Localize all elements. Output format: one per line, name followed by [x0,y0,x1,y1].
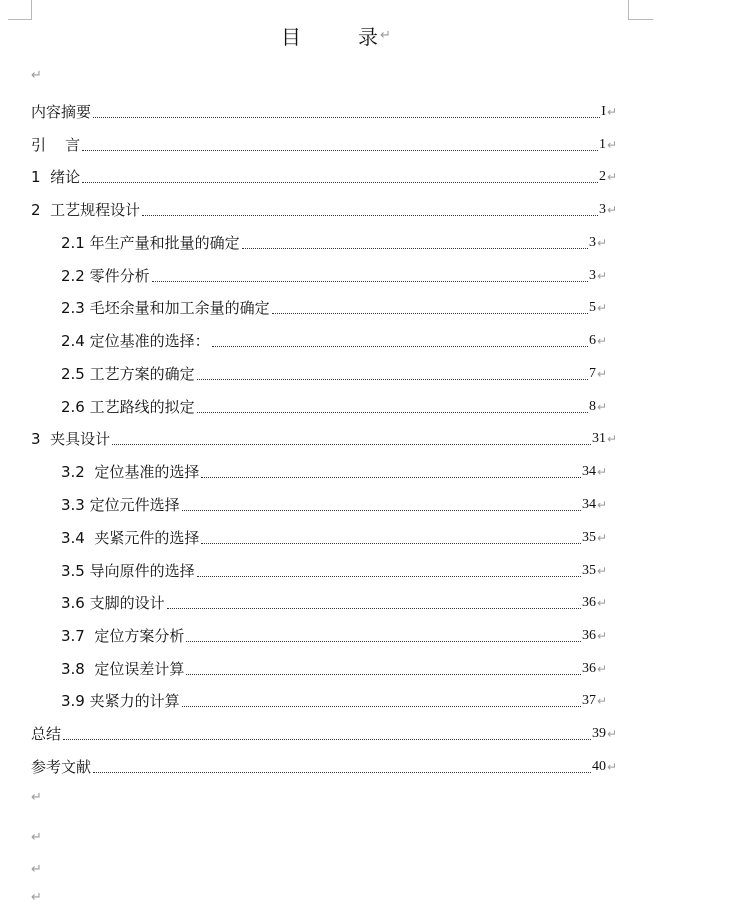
toc-entry-label: 2.1 年生产量和批量的确定 [61,234,240,252]
document-title [0,24,730,52]
toc-entry-page: 36 [581,595,596,610]
toc-entry-page: 40 [591,759,606,774]
toc-entry-page: 35 [581,563,596,578]
toc-entry-label: 3.7 定位方案分析 [61,627,185,645]
paragraph-mark-icon: ↵ [596,236,607,250]
dot-leader [182,705,581,707]
toc-entry-page: 8 [588,399,596,414]
toc-entry-page: 3 [588,268,596,283]
paragraph-mark-icon: ↵ [380,28,391,43]
dot-leader [142,214,598,216]
toc-entry-page: 3 [598,202,606,217]
toc-entry[interactable] [31,196,617,220]
toc-entry-label: 2.4 定位基准的选择： [61,332,210,350]
dot-leader [197,411,588,413]
dot-leader [93,116,600,118]
paragraph-mark-icon: ↵ [596,334,607,348]
title-char-1: 目 [281,25,301,49]
dot-leader [93,771,591,773]
toc-entry-page: 31 [591,431,606,446]
paragraph-mark-icon: ↵ [596,629,607,643]
dot-leader [82,181,598,183]
dot-leader [242,247,588,249]
paragraph-mark-icon: ↵ [596,301,607,315]
toc-entry[interactable] [61,360,607,384]
toc-entry-label: 3.9 夹紧力的计算 [61,692,180,710]
dot-leader [272,312,588,314]
paragraph-mark-icon: ↵ [596,400,607,414]
toc-entry[interactable] [31,425,617,449]
paragraph-mark-icon: ↵ [596,694,607,708]
paragraph-mark-icon: ↵ [606,727,617,741]
toc-entry-page: 36 [581,628,596,643]
toc-entry-page: 2 [598,169,606,184]
toc-entry[interactable] [31,131,617,155]
toc-entry-label: 总结 [31,725,62,743]
paragraph-mark-icon: ↵ [31,862,42,877]
paragraph-mark-icon: ↵ [31,830,42,845]
toc-entry-label: 2.5 工艺方案的确定 [61,365,195,383]
paragraph-mark-icon: ↵ [606,170,617,184]
toc-entry-label: 2.3 毛坯余量和加工余量的确定 [61,299,270,317]
toc-entry[interactable] [61,327,607,351]
toc-entry-label: 1 绪论 [31,168,81,186]
paragraph-mark-icon: ↵ [606,138,617,152]
toc-entry-page: 3 [588,235,596,250]
toc-entry[interactable] [61,491,607,515]
toc-entry-page: 7 [588,366,596,381]
paragraph-mark-icon: ↵ [596,564,607,578]
toc-entry-label: 3.5 导向原件的选择 [61,562,195,580]
paragraph-mark-icon: ↵ [596,531,607,545]
toc-entry[interactable] [61,294,607,318]
paragraph-mark-icon: ↵ [596,465,607,479]
dot-leader [63,738,591,740]
paragraph-mark-icon: ↵ [606,203,617,217]
toc-entry[interactable] [61,229,607,253]
dot-leader [152,280,588,282]
paragraph-mark-icon: ↵ [606,432,617,446]
toc-entry[interactable] [61,524,607,548]
toc-entry[interactable] [31,163,617,187]
paragraph-mark-icon: ↵ [31,790,42,805]
toc-entry-page: 5 [588,300,596,315]
toc-entry-label: 3.4 夹紧元件的选择 [61,529,200,547]
paragraph-mark-icon: ↵ [596,269,607,283]
toc-entry-label: 3.3 定位元件选择 [61,496,180,514]
toc-entry[interactable] [61,557,607,581]
toc-entry[interactable] [31,753,617,777]
toc-entry-label: 2.2 零件分析 [61,267,150,285]
toc-entry-label: 3.8 定位误差计算 [61,660,185,678]
toc-entry-label: 3.6 支脚的设计 [61,594,165,612]
toc-entry-label: 内容摘要 [31,103,92,121]
toc-entry-label: 2.6 工艺路线的拟定 [61,398,195,416]
dot-leader [186,673,581,675]
paragraph-mark-icon: ↵ [596,367,607,381]
toc-entry-label: 3.2 定位基准的选择 [61,463,200,481]
toc-entry[interactable] [61,589,607,613]
paragraph-mark-icon: ↵ [31,890,42,905]
page-corner-mark-right [628,0,653,20]
toc-entry[interactable] [61,393,607,417]
toc-entry-page: 6 [588,333,596,348]
paragraph-mark-icon: ↵ [596,662,607,676]
toc-entry[interactable] [31,720,617,744]
paragraph-mark-icon: ↵ [596,498,607,512]
dot-leader [186,640,581,642]
title-char-2: 录 [358,25,378,49]
toc-entry[interactable] [61,687,607,711]
dot-leader [82,149,598,151]
toc-entry[interactable] [61,458,607,482]
toc-entry-label: 参考文献 [31,758,92,776]
paragraph-mark-icon: ↵ [596,596,607,610]
toc-entry-page: 1 [598,137,606,152]
toc-entry[interactable] [61,622,607,646]
dot-leader [112,443,591,445]
toc-entry[interactable] [61,655,607,679]
toc-entry-page: 39 [591,726,606,741]
paragraph-mark-icon: ↵ [31,68,42,83]
dot-leader [182,509,581,511]
dot-leader [212,345,588,347]
dot-leader [197,378,588,380]
toc-entry-page: 34 [581,464,596,479]
paragraph-mark-icon: ↵ [606,105,617,119]
toc-entry[interactable] [61,262,607,286]
page-corner-mark-left [8,0,32,20]
toc-entry-page: 34 [581,497,596,512]
toc-entry-page: 35 [581,530,596,545]
toc-entry[interactable] [31,98,617,122]
toc-entry-page: 36 [581,661,596,676]
toc-entry-label: 2 工艺规程设计 [31,201,141,219]
paragraph-mark-icon: ↵ [606,760,617,774]
dot-leader [201,542,581,544]
dot-leader [201,476,581,478]
toc-entry-page: I [601,104,606,119]
dot-leader [197,575,581,577]
toc-entry-page: 37 [581,693,596,708]
toc-entry-label: 引 言 [31,136,81,154]
toc-entry-label: 3 夹具设计 [31,430,111,448]
dot-leader [167,607,581,609]
